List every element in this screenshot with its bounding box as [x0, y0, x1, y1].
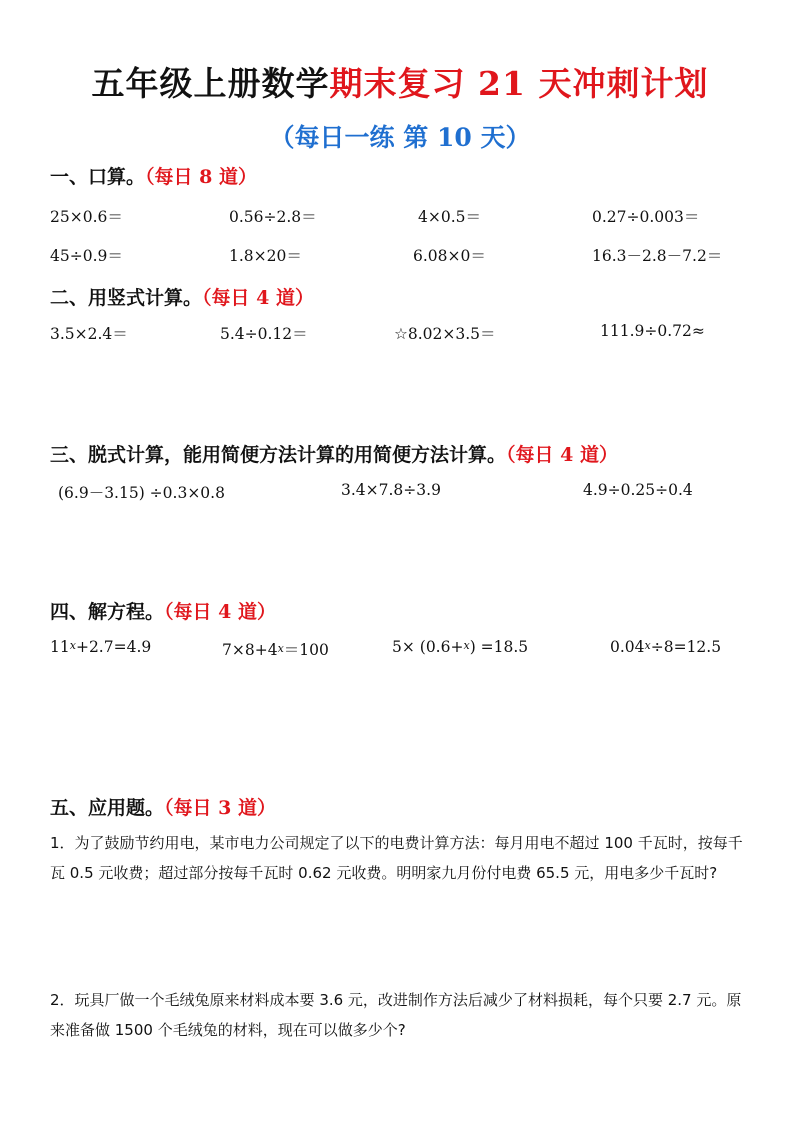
vertical-calc-item: 5.4÷0.12＝ [220, 325, 308, 343]
equation-item [392, 638, 528, 656]
section-2-heading [50, 283, 314, 310]
equation-item [610, 638, 721, 656]
equation-variable: x [463, 639, 470, 652]
stepwise-calc-item: 4.9÷0.25÷0.4 [583, 481, 693, 499]
equation-left: 0.04 [610, 638, 645, 656]
equation-right: +2.7=4.9 [75, 638, 152, 656]
oral-calc-item: 0.56÷2.8＝ [229, 208, 317, 226]
equation-item [50, 638, 151, 656]
vertical-calc-item: 3.5×2.4＝ [50, 325, 128, 343]
section-4-tag: （每日 4 道） [164, 601, 276, 623]
vertical-calc-item: 111.9÷0.72≈ [600, 322, 705, 340]
equation-right: ) =18.5 [469, 638, 529, 656]
section-4-title: 四、解方程。 [50, 601, 165, 623]
section-3-heading [50, 440, 618, 467]
section-1-title: 一、口算。 [50, 166, 146, 188]
word-problem-2: 2．玩具厂做一个毛绒兔原来材料成本要 3.6 元，改进制作方法后减少了材料损耗，每个只要 2.7 元。原来准备做 1500 个毛绒兔的材料，现在可以做多少个? [50, 991, 742, 1039]
section-2-tag: （每日 4 道） [202, 287, 314, 309]
section-5-heading [50, 793, 276, 820]
equation-variable: x [277, 642, 284, 655]
oral-calc-item: 1.8×20＝ [229, 247, 302, 265]
stepwise-calc-item: 3.4×7.8÷3.9 [341, 481, 441, 499]
equation-right: ÷8=12.5 [650, 638, 722, 656]
section-3-title: 三、脱式计算，能用简便方法计算的用简便方法计算。 [50, 444, 507, 466]
oral-calc-item: 0.27÷0.003＝ [592, 208, 700, 226]
stepwise-calc-item: (6.9－3.15) ÷0.3×0.8 [58, 484, 225, 502]
section-2-title: 二、用竖式计算。 [50, 287, 203, 309]
oral-calc-item: 6.08×0＝ [413, 247, 486, 265]
section-5-tag: （每日 3 道） [164, 797, 276, 819]
section-4-heading [50, 597, 276, 624]
equation-right: ＝100 [283, 641, 329, 659]
page-subtitle: （每日一练 第 10 天） [269, 123, 531, 152]
title-red-part: 期末复习 21 天冲刺计划 [329, 64, 709, 103]
oral-calc-item: 25×0.6＝ [50, 208, 123, 226]
section-3-tag: （每日 4 道） [506, 444, 618, 466]
page-title [0, 58, 800, 105]
oral-calc-item: 4×0.5＝ [418, 208, 481, 226]
oral-calc-item: 45÷0.9＝ [50, 247, 123, 265]
section-1-heading [50, 162, 257, 189]
equation-left: 11 [50, 638, 70, 656]
section-1-tag: （每日 8 道） [145, 166, 257, 188]
equation-variable: x [69, 639, 76, 652]
vertical-calc-item: ☆8.02×3.5＝ [394, 325, 496, 343]
word-problem-1: 1．为了鼓励节约用电，某市电力公司规定了以下的电费计算方法：每月用电不超过 100 千瓦时，按每千瓦 0.5 元收费；超过部分按每千瓦时 0.62 元收费。明明家九月份付电费 65.5 元，用电多少千瓦时? [50, 834, 743, 882]
section-5-title: 五、应用题。 [50, 797, 165, 819]
equation-item [222, 638, 329, 660]
equation-variable: x [644, 639, 651, 652]
equation-left: 7×8+4 [222, 641, 278, 659]
equation-left: 5× (0.6+ [392, 638, 464, 656]
title-black-part: 五年级上册数学 [91, 64, 330, 103]
oral-calc-item: 16.3－2.8－7.2＝ [592, 247, 723, 265]
